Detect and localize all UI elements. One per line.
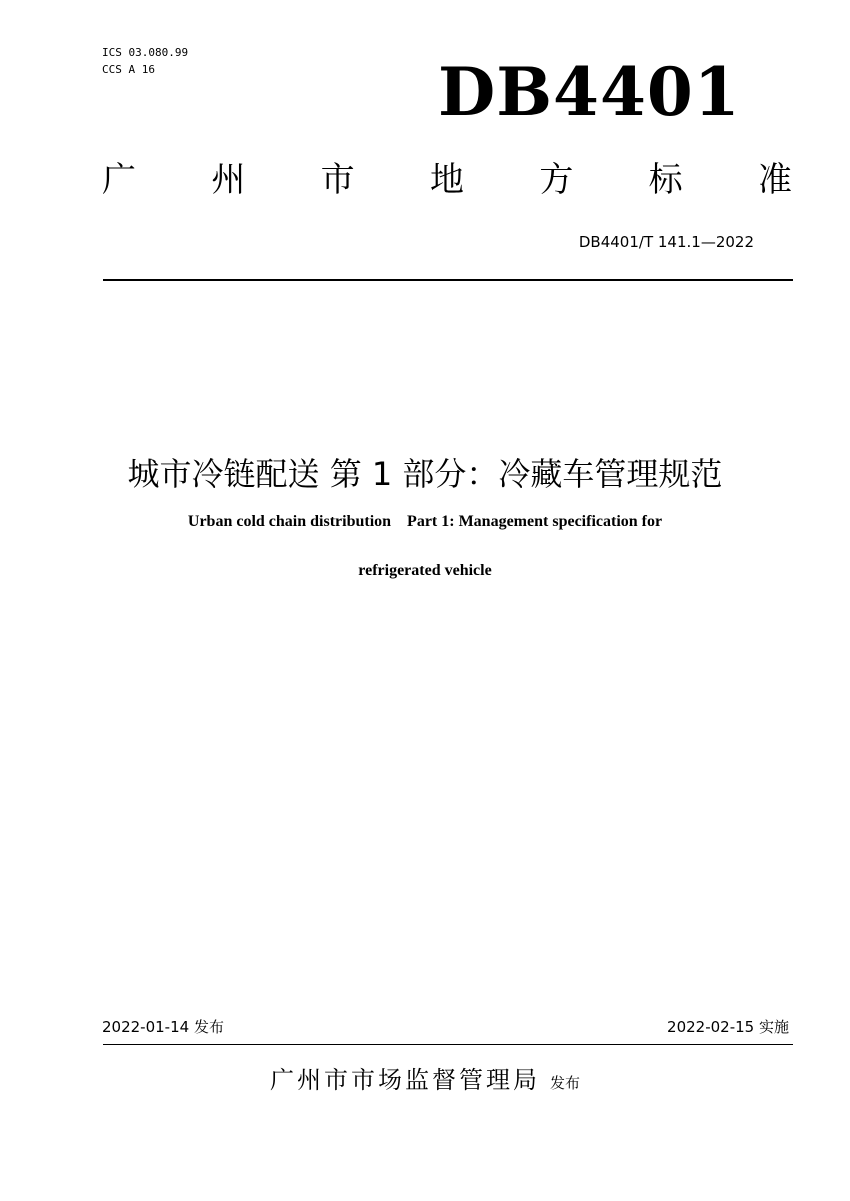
footer-divider bbox=[103, 1044, 793, 1045]
document-title-en-line2: refrigerated vehicle bbox=[358, 562, 492, 579]
standard-type-char: 方 bbox=[539, 160, 574, 200]
classification-codes bbox=[102, 44, 188, 78]
issuer-line bbox=[0, 1063, 850, 1097]
standard-type-char: 市 bbox=[320, 160, 355, 200]
standard-type-heading bbox=[102, 158, 792, 202]
document-title-zh: 城市冷链配送 第 1 部分：冷藏车管理规范 bbox=[127, 455, 723, 493]
release-date: 2022-01-14 发布 bbox=[102, 1018, 224, 1036]
standard-type-char: 州 bbox=[211, 160, 246, 200]
standard-type-char: 广 bbox=[102, 160, 136, 200]
standard-type-char: 标 bbox=[648, 160, 683, 200]
standard-type-char: 地 bbox=[429, 160, 464, 200]
header-divider bbox=[103, 279, 793, 281]
implementation-date: 2022-02-15 实施 bbox=[667, 1018, 789, 1036]
issuer-name: 广州市市场监督管理局 bbox=[269, 1066, 540, 1094]
ccs-code: CCS A 16 bbox=[102, 63, 155, 76]
document-title-en-line1: Urban cold chain distribution Part 1: Management specification for bbox=[187, 513, 663, 530]
ics-code: ICS 03.080.99 bbox=[102, 46, 189, 59]
standard-type-char: 准 bbox=[757, 160, 792, 200]
standard-code-logo: DB4401 bbox=[438, 53, 741, 131]
issuer-suffix: 发布 bbox=[549, 1074, 580, 1092]
standard-number: DB4401/T 141.1—2022 bbox=[578, 233, 754, 251]
